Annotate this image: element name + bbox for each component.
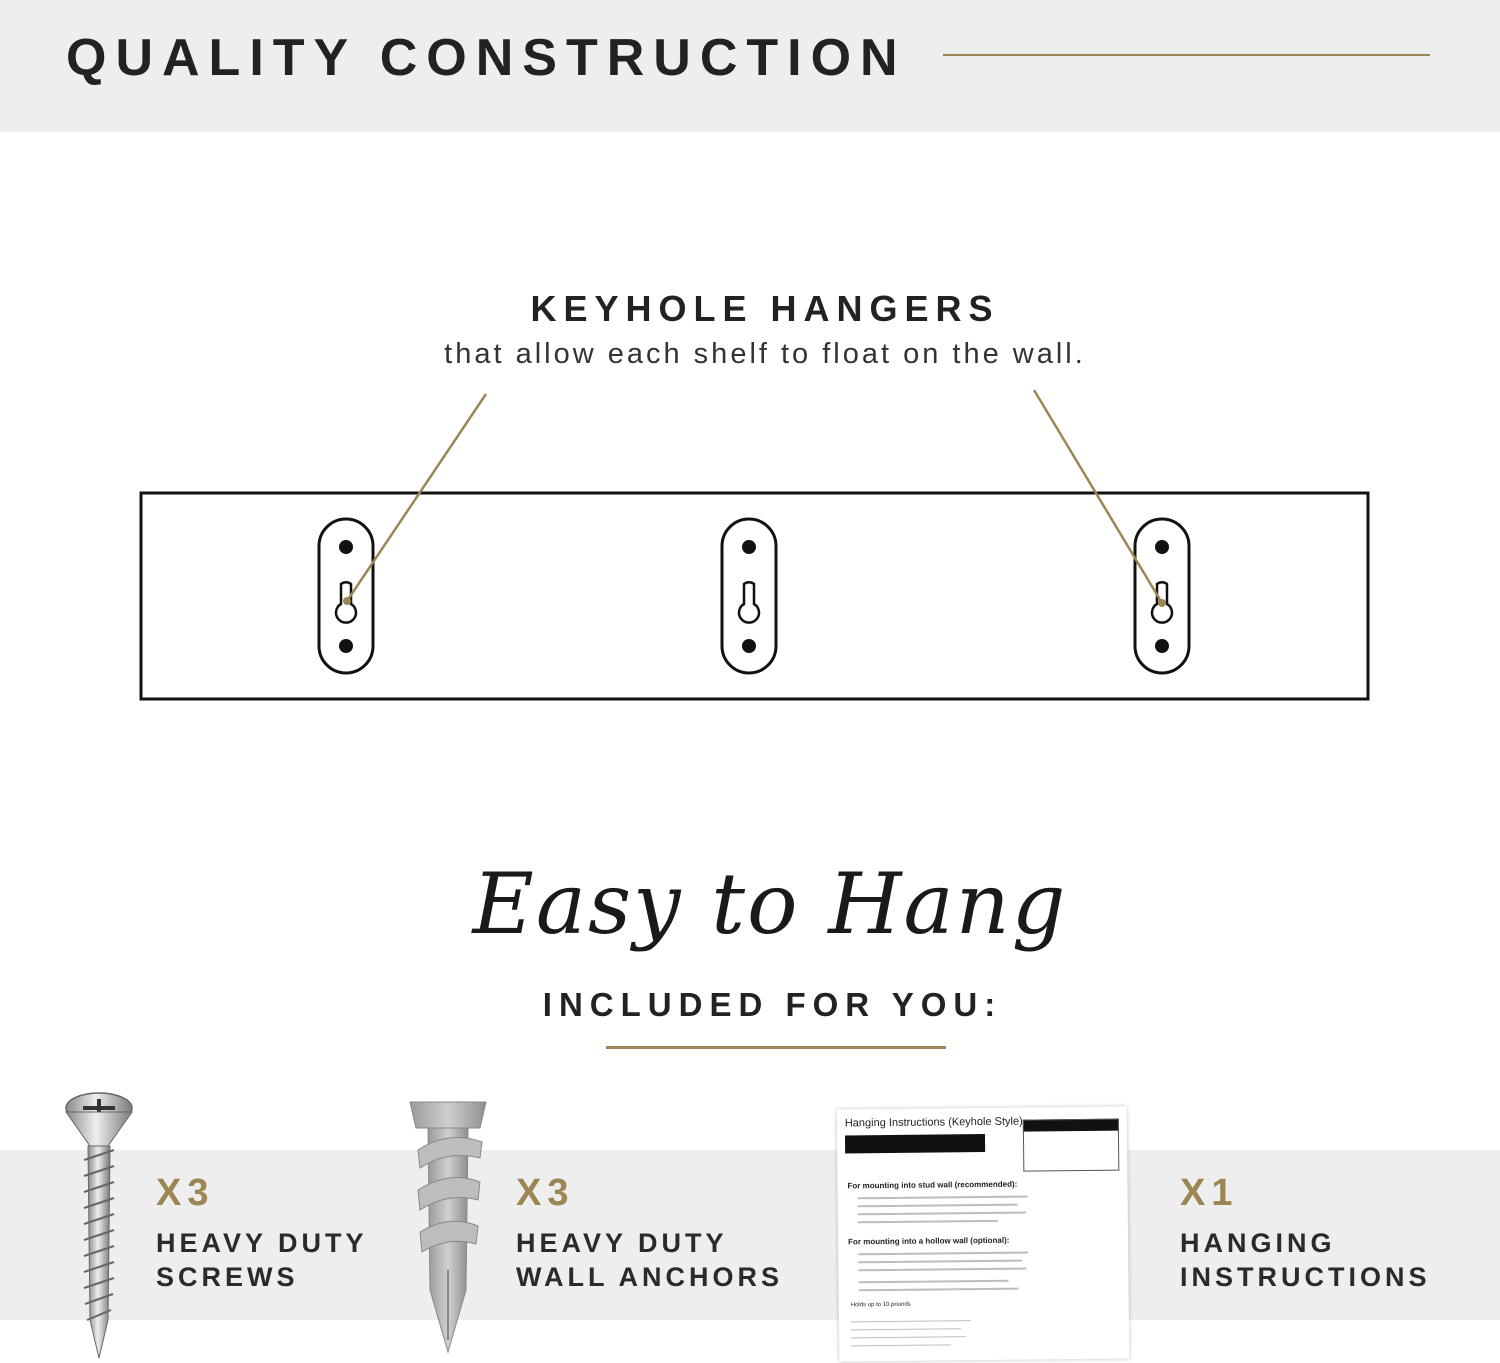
sheet-title: Hanging Instructions (Keyhole Style) — [844, 1115, 1023, 1130]
sheet-text-line — [858, 1280, 1008, 1284]
instructions-quantity: X1 — [1180, 1172, 1239, 1214]
sheet-text-line — [858, 1212, 1026, 1216]
screws-label — [156, 1226, 368, 1294]
anchors-label-line2: WALL ANCHORS — [516, 1262, 783, 1292]
sheet-text-line — [858, 1204, 1018, 1208]
sheet-text-line — [851, 1336, 966, 1338]
sheet-text-line — [858, 1220, 998, 1223]
keyhole-subtitle: that allow each shelf to float on the wall. — [444, 338, 1086, 370]
page-title: QUALITY CONSTRUCTION — [66, 29, 907, 87]
screw-icon — [66, 1093, 132, 1358]
sheet-text-line — [851, 1320, 971, 1322]
sheet-text-line — [858, 1252, 1028, 1256]
instruction-sheet-image — [837, 1106, 1130, 1361]
sheet-text-line — [858, 1260, 1022, 1264]
easy-to-hang-script: Easy to Hang — [472, 855, 1068, 953]
keyhole-title: KEYHOLE HANGERS — [530, 288, 1000, 329]
sheet-section-stud: For mounting into stud wall (recommended): — [847, 1179, 1018, 1191]
instructions-label-line2: INSTRUCTIONS — [1180, 1262, 1431, 1292]
sheet-text-line — [851, 1328, 961, 1330]
wall-anchor-icon — [410, 1102, 486, 1352]
sheet-section-hollow: For mounting into a hollow wall (optional): — [848, 1235, 1010, 1247]
sheet-warning-bar — [845, 1134, 985, 1153]
sheet-text-line — [851, 1344, 951, 1346]
sheet-footer: Holds up to 10 pounds — [850, 1301, 911, 1309]
sheet-text-line — [858, 1196, 1028, 1200]
sheet-parts-box — [1023, 1119, 1120, 1172]
instructions-label-line1: HANGING — [1180, 1228, 1336, 1258]
screws-label-line2: SCREWS — [156, 1262, 299, 1292]
screws-label-line1: HEAVY DUTY — [156, 1228, 368, 1258]
instructions-label — [1180, 1226, 1431, 1294]
anchors-quantity: X3 — [516, 1172, 575, 1214]
anchors-label-line1: HEAVY DUTY — [516, 1228, 728, 1258]
included-title: INCLUDED FOR YOU: — [542, 986, 1003, 1023]
screws-quantity: X3 — [156, 1172, 215, 1214]
sheet-text-line — [859, 1288, 1019, 1292]
sheet-text-line — [858, 1268, 1026, 1272]
anchors-label — [516, 1226, 783, 1294]
